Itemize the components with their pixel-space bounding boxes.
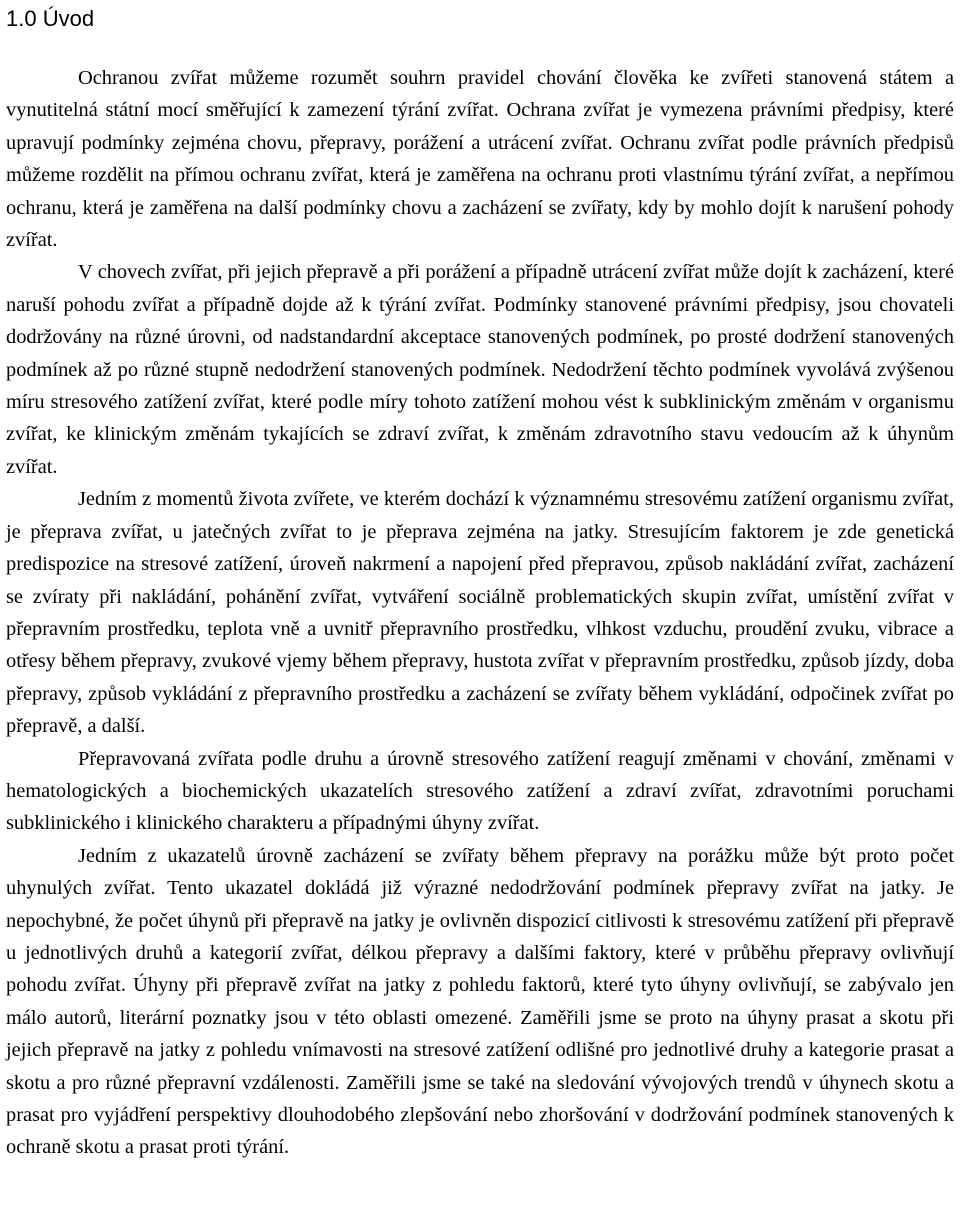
- paragraph-1-text: Ochranou zvířat můžeme rozumět souhrn pravidel chování člověka ke zvířeti stanovená státem a vynutitelná státní mocí směřující k zamezení týrání zvířat. Ochrana zvířat je vymezena právními předpisy, které upravují podmínky zejména chovu, přepravy, porážení a utrácení zvířat. Ochranu zvířat podle právních předpisů můžeme rozdělit na přímou ochranu zvířat, která je zaměřena na ochranu proti vlastnímu týrání zvířat, a nepřímou ochranu, která je zaměřena na další podmínky chovu a zacházení se zvířaty, kdy by mohlo dojít k narušení pohody zvířat.: [6, 67, 954, 252]
- paragraph-1: [6, 62, 954, 256]
- paragraph-2: V chovech zvířat, při jejich přepravě a při porážení a případně utrácení zvířat může dojít k zacházení, které naruší pohodu zvířat a případně dojde až k týrání zvířat. Podmínky stanovené právními předpisy, jsou chovateli dodržovány na různé úrovni, od nadstandardní akceptace stanovených podmínek, po prosté dodržení stanovených podmínek až po různé stupně nedodržení stanovených podmínek. Nedodržení těchto podmínek vyvolává zvýšenou míru stresového zatížení zvířat, které podle míry tohoto zatížení mohou vést k subklinickým změnám v organismu zvířat, ke klinickým změnám tykajících se zdraví zvířat, k změnám zdravotního stavu vedoucím až k úhynům zvířat.: [6, 261, 954, 478]
- paragraph-5: Jedním z ukazatelů úrovně zacházení se zvířaty během přepravy na porážku může být proto počet uhynulých zvířat. Tento ukazatel dokládá již výrazné nedodržování podmínek přepravy zvířat na jatky. Je nepochybné, že počet úhynů při přepravě na jatky je ovlivněn dispozicí citlivosti k stresovému zatížení při přepravě u jednotlivých druhů a kategorií zvířat, délkou přepravy a dalšími faktory, které v průběhu přepravy ovlivňují pohodu zvířat. Úhyny při přepravě zvířat na jatky z pohledu faktorů, které tyto úhyny ovlivňují, se zabývalo jen málo autorů, literární poznatky jsou v této oblasti omezené. Zaměřili jsme se proto na úhyny prasat a skotu při jejich přepravě na jatky z pohledu vnímavosti na stresové zatížení odlišné pro jednotlivé druhy a kategorie prasat a skotu a pro různé přepravní vzdálenosti. Zaměřili jsme se také na sledování vývojových trendů v úhynech skotu a prasat pro vyjádření perspektivy dlouhodobého zlepšování nebo zhoršování v dodržování podmínek stanovených k ochraně skotu a prasat proti týrání.: [6, 844, 954, 1159]
- paragraph-3: Jedním z momentů života zvířete, ve kterém dochází k významnému stresovému zatížení organismu zvířat, je přeprava zvířat, u jatečných zvířat to je přeprava zejména na jatky. Stresujícím faktorem je zde genetická predispozice na stresové zatížení, úroveň nakrmení a napojení před přepravou, způsob nakládání zvířat, zacházení se zvíraty při nakládání, pohánění zvířat, vytváření sociálně problematických skupin zvířat, umístění zvířat v přepravním prostředku, teplota vně a uvnitř přepravního prostředku, vlhkost vzduchu, proudění zvuku, vibrace a otřesy během přepravy, zvukové vjemy během přepravy, hustota zvířat v přepravním prostředku, způsob jízdy, doba přepravy, způsob vykládání z přepravního prostředku a zacházení se zvířaty během vykládání, odpočinek zvířat po přepravě, a další.: [6, 488, 954, 738]
- paragraph-4: Přepravovaná zvířata podle druhu a úrovně stresového zatížení reagují změnami v chování, změnami v hematologických a biochemických ukazatelích stresového zatížení a zdraví zvířat, zdravotními poruchami subklinického i klinického charakteru a případnými úhyny zvířat.: [6, 747, 954, 835]
- spacer: [6, 38, 954, 62]
- document-page: [6, 0, 954, 1164]
- section-heading: 1.0 Úvod: [6, 6, 95, 31]
